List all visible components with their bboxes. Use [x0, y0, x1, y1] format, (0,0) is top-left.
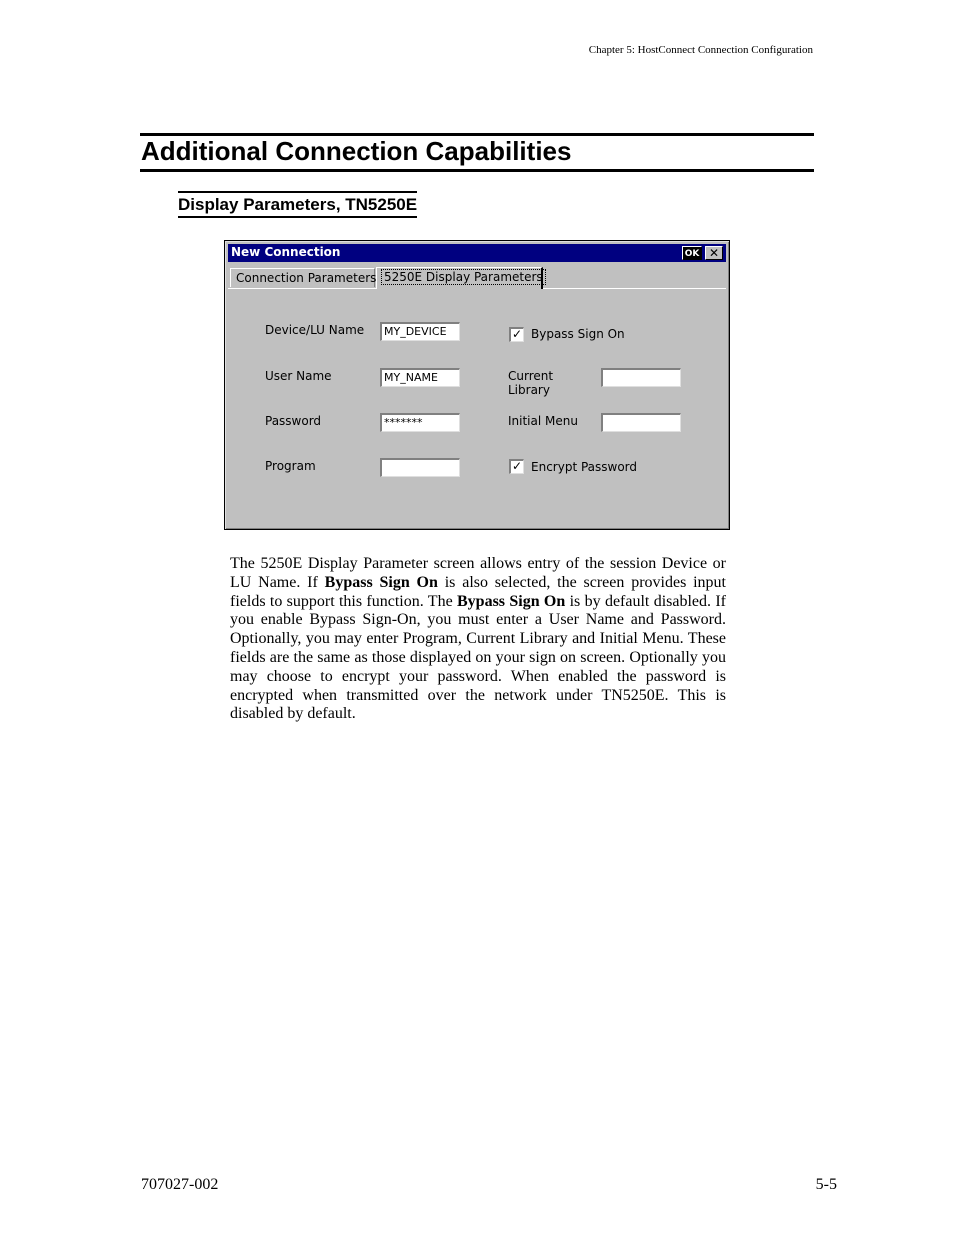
- program-field[interactable]: [380, 458, 460, 477]
- bypass-sign-on-label: Bypass Sign On: [531, 327, 625, 341]
- encrypt-password-checkbox[interactable]: ✓: [509, 459, 524, 474]
- bypass-sign-on-term: Bypass Sign On: [457, 592, 566, 610]
- document-number: 707027-002: [141, 1176, 219, 1193]
- current-library-label-line1: Current: [508, 369, 554, 383]
- program-label: Program: [265, 459, 316, 473]
- user-name-field[interactable]: MY_NAME: [380, 368, 460, 387]
- device-lu-name-label: Device/LU Name: [265, 323, 365, 337]
- section-title: Additional Connection Capabilities: [141, 136, 572, 166]
- ok-button[interactable]: OK: [682, 246, 702, 260]
- password-label: Password: [265, 414, 322, 428]
- dialog-titlebar: [228, 244, 726, 262]
- new-connection-dialog: [224, 240, 730, 530]
- running-head: Chapter 5: HostConnect Connection Configuration: [588, 44, 813, 56]
- initial-menu-field[interactable]: [601, 413, 681, 432]
- body-paragraph: The 5250E Display Parameter screen allows entry of the session Device or LU Name. If Bypass Sign On is also selected, the screen provides input fields to support this function. The Bypass Sign On is by default disabled. If you enable Bypass Sign-On, you must enter a User Name and Password. Optionally, you may enter Program, Current Library and Initial Menu. These fields are the same as those displayed on your sign on screen. Optionally you may choose to encrypt your password. When enabled the password is encrypted when transmitted over the network under TN5250E. This is disabled by default.: [230, 555, 727, 723]
- current-library-field[interactable]: [601, 368, 681, 387]
- bypass-sign-on-checkbox[interactable]: ✓: [509, 327, 524, 342]
- tab-label: 5250E Display Parameters: [384, 270, 543, 284]
- device-lu-name-field[interactable]: MY_DEVICE: [380, 322, 460, 341]
- tab-connection-parameters[interactable]: Connection Parameters: [230, 268, 375, 287]
- bypass-sign-on-term: Bypass Sign On: [324, 573, 438, 591]
- encrypt-password-label: Encrypt Password: [531, 460, 638, 474]
- initial-menu-label: Initial Menu: [508, 414, 578, 428]
- page-number: 5-5: [815, 1176, 837, 1193]
- tab-5250e-display-parameters[interactable]: [376, 267, 543, 289]
- subsection-title: Display Parameters, TN5250E: [178, 191, 417, 218]
- section-rule-bottom: [140, 169, 814, 172]
- user-name-label: User Name: [265, 369, 332, 383]
- dialog-title: New Connection: [231, 245, 341, 259]
- close-icon[interactable]: ✕: [705, 246, 723, 260]
- current-library-label-line2: Library: [508, 383, 550, 397]
- password-field[interactable]: *******: [380, 413, 460, 432]
